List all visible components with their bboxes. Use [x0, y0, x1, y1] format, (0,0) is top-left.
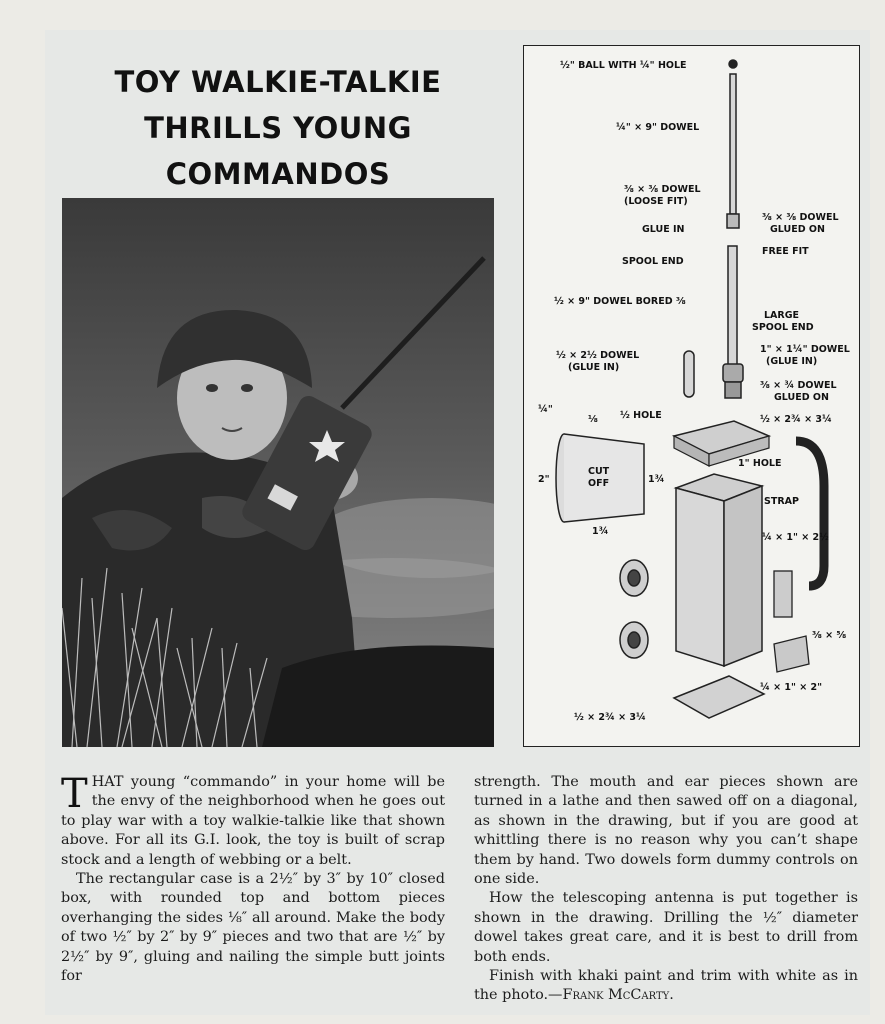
headline — [62, 59, 494, 197]
bottom-block — [674, 676, 764, 718]
label-block-bottom: ½ × 2¾ × 3¼ — [574, 712, 646, 723]
article-paragraph-4: How the telescoping antenna is put together is shown in the drawing. Drilling the ½″ diameter dowel takes great care, and it is best to drill from both ends. — [474, 890, 858, 965]
base-piece — [774, 636, 809, 672]
label-free-fit: FREE FIT — [762, 246, 809, 257]
article-paragraph-1 — [61, 773, 445, 870]
label-spool-end: SPOOL END — [622, 256, 684, 267]
article-paragraph-2: The rectangular case is a 2½″ by 3″ by 10″ closed box, with rounded top and bottom pieces overhanging the sides ⅛″ all around. Make the body of two ½″ by 2″ by 9″ pieces and two that are ½″ by 2½″ by 9″, gluing and nailing the simple butt joints for — [61, 871, 445, 985]
label-dim-eighth: ⅛ — [588, 414, 598, 425]
paragraph-5-text: Finish with khaki paint and trim with white as in the photo.— — [474, 968, 858, 1004]
label-cut-off-1: CUT — [588, 466, 610, 477]
label-dim-quarter: ¼" — [538, 404, 553, 415]
antenna-ball — [729, 60, 737, 68]
construction-diagram — [523, 45, 860, 747]
label-strap: STRAP — [764, 496, 799, 507]
antenna-glue-in-dowel — [684, 351, 694, 397]
antenna — [684, 60, 743, 398]
headline-line-3: COMMANDOS — [165, 157, 391, 192]
article-column-left — [61, 773, 445, 986]
label-glued-on-1: ⅜ × ⅜ DOWEL — [762, 212, 839, 223]
label-loose-fit-1: ⅜ × ⅜ DOWEL — [624, 184, 701, 195]
label-dim-1-3-4-a: 1¾ — [648, 474, 665, 485]
small-block — [774, 571, 792, 617]
label-dowel-glue-in-2: (GLUE IN) — [568, 362, 620, 373]
label-large-spool-2: SPOOL END — [752, 322, 814, 333]
antenna-joint — [727, 214, 739, 228]
label-dim-2: 2" — [538, 474, 550, 485]
label-dowel-bored: ½ × 9" DOWEL BORED ⅜ — [554, 296, 686, 307]
label-dowel-1x1-1: 1" × 1¼" DOWEL — [760, 344, 850, 355]
label-large-spool-1: LARGE — [764, 310, 800, 321]
article-paragraph-3: strength. The mouth and ear pieces shown are turned in a lathe and then sawed off on a diagonal, as shown in the drawing, but if you are good at whittling there is no reason why you can’t shape them by hand. Two dowels form dummy controls on one side. — [474, 774, 858, 888]
label-block-top: ½ × 2¾ × 3¼ — [760, 414, 832, 425]
label-cut-off-2: OFF — [588, 478, 610, 489]
strap — [796, 441, 824, 586]
drop-cap: T — [61, 771, 88, 817]
label-dowel-38-2: GLUED ON — [774, 392, 829, 403]
antenna-glued-dowel — [725, 382, 741, 398]
article-paragraph-5 — [474, 967, 858, 1006]
label-knob: ⅜ × ⅝ — [812, 630, 847, 641]
label-dowel-top: ¼" × 9" DOWEL — [616, 122, 700, 133]
label-glued-on-2: GLUED ON — [770, 224, 825, 235]
label-ball: ½" BALL WITH ¼" HOLE — [560, 60, 687, 71]
label-half-hole: ½ HOLE — [620, 410, 662, 421]
label-base-piece: ¼ × 1" × 2" — [760, 682, 823, 693]
label-dowel-glue-in-1: ½ × 2½ DOWEL — [556, 350, 640, 361]
label-one-hole: 1" HOLE — [738, 458, 782, 469]
antenna-bored-dowel — [728, 246, 737, 366]
photo-boy-with-walkie-talkie — [62, 198, 494, 747]
mouthpieces — [620, 560, 648, 658]
paragraph-1-text: HAT young “commando” in your home will be the envy of the neighborhood when he goes out to play war with a toy walkie-talkie like that shown above. For all its G.I. look, the toy is built of scrap stock and a length of webbing or a belt. — [61, 774, 445, 868]
label-small-block: ¼ × 1" × 2½ — [762, 532, 829, 543]
antenna-large-spool — [723, 364, 743, 382]
case-box — [676, 474, 762, 666]
headline-line-1: TOY WALKIE-TALKIE — [114, 65, 442, 100]
label-loose-fit-2: (LOOSE FIT) — [624, 196, 688, 207]
label-glue-in: GLUE IN — [642, 224, 685, 235]
label-dim-1-3-4-b: 1¾ — [592, 526, 609, 537]
antenna-thin-dowel — [730, 74, 736, 214]
article-column-right — [474, 773, 858, 1006]
label-dowel-1x1-2: (GLUE IN) — [766, 356, 818, 367]
label-dowel-38-1: ⅜ × ¾ DOWEL — [760, 380, 837, 391]
headline-line-2: THRILLS YOUNG — [144, 111, 412, 146]
author-byline: Frank McCarty. — [562, 987, 674, 1004]
